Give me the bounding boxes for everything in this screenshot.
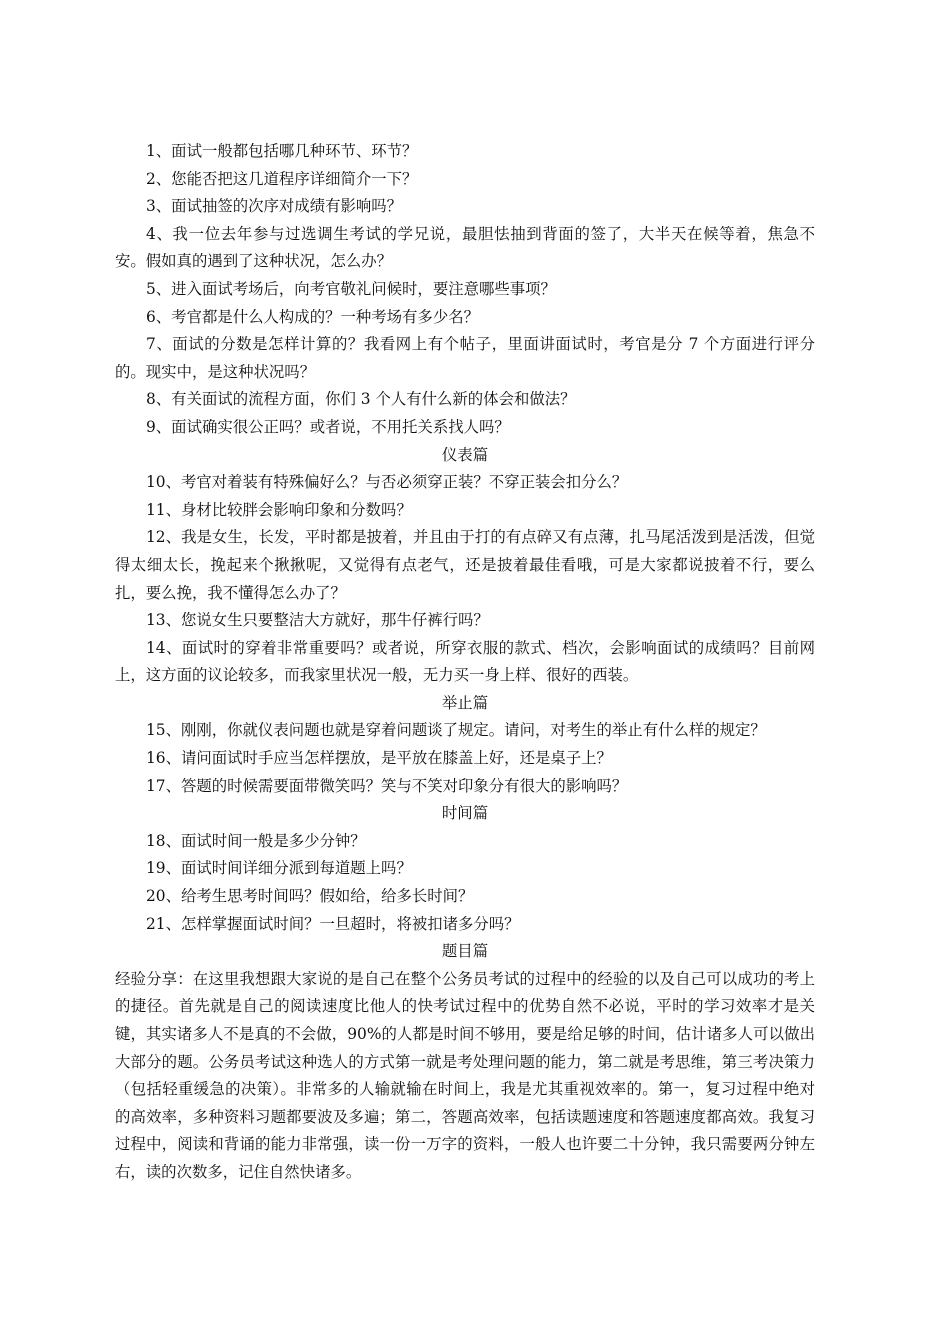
section-heading-appearance: 仪表篇 bbox=[441, 445, 489, 464]
section-heading-time: 时间篇 bbox=[441, 804, 489, 823]
question-11: 11、身材比较胖会影响印象和分数吗？ bbox=[146, 500, 412, 519]
question-3: 3、面试抽签的次序对成绩有影响吗？ bbox=[146, 197, 403, 216]
question-12: 12、我是女生，长发，平时都是披着，并且由于打的有点碎又有点薄，扎马尾活泼到是活泼，但觉得太细太长，挽起来个揪揪呢，又觉得有点老气，还是披着最佳看哦，可是大家都说披着不行，要么扎，要么挽，我不懂得怎么办了？ bbox=[115, 528, 815, 602]
question-8: 8、有关面试的流程方面，你们 3 个人有什么新的体会和做法？ bbox=[146, 390, 576, 409]
question-9: 9、面试确实很公正吗？或者说，不用托关系找人吗？ bbox=[146, 417, 510, 436]
question-14: 14、面试时的穿着非常重要吗？或者说，所穿衣服的款式、档次，会影响面试的成绩吗？目前网上，这方面的议论较多，而我家里状况一般，无力买一身上样、很好的西装。 bbox=[115, 638, 815, 685]
question-1: 1、面试一般都包括哪几种环节、环节？ bbox=[146, 142, 418, 160]
question-6: 6、考官都是什么人构成的？一种考场有多少名？ bbox=[146, 307, 479, 326]
question-13: 13、您说女生只要整洁大方就好，那牛仔裤行吗？ bbox=[146, 611, 489, 630]
experience-paragraph: 经验分享：在这里我想跟大家说的是自己在整个公务员考试的过程中的经验的以及自己可以成功的考上的捷径。首先就是自己的阅读速度比他人的快考试过程中的优势自然不必说，平时的学习效率才是关键，其实诸多人不是真的不会做，90%的人都是时间不够用，要是给足够的时间，估计诸多人可以做出大部分的题。公务员考试这种选人的方式第一就是考处理问题的能力，第二就是考思维，第三考决策力（包括轻重缓急的决策）。非常多的人输就输在时间上，我是尤其重视效率的。第一，复习过程中绝对的高效率，多种资料习题都要波及多遍；第二，答题高效率，包括读题速度和答题速度都高效。我复习过程中，阅读和背诵的能力非常强，读一份一万字的资料，一般人也许要二十分钟，我只需要两分钟左右，读的次数多，记住自然快诸多。 bbox=[115, 969, 815, 1181]
question-16: 16、请问面试时手应当怎样摆放，是平放在膝盖上好，还是桌子上？ bbox=[146, 749, 612, 768]
question-18: 18、面试时间一般是多少分钟？ bbox=[146, 831, 366, 850]
question-5: 5、进入面试考场后，向考官敬礼问候时，要注意哪些事项？ bbox=[146, 279, 556, 298]
question-2: 2、您能否把这几道程序详细简介一下？ bbox=[146, 169, 418, 188]
question-20: 20、给考生思考时间吗？假如给，给多长时间？ bbox=[146, 887, 474, 906]
question-7: 7、面试的分数是怎样计算的？我看网上有个帖子，里面讲面试时，考官是分 7 个方面进行评分的。现实中，是这种状况吗？ bbox=[115, 335, 815, 381]
question-10: 10、考官对着装有特殊偏好么？与否必须穿正装？不穿正装会扣分么？ bbox=[146, 473, 628, 492]
question-17: 17、答题的时候需要面带微笑吗？笑与不笑对印象分有很大的影响吗？ bbox=[146, 776, 628, 795]
document-page bbox=[115, 138, 815, 1187]
question-21: 21、怎样掌握面试时间？一旦超时，将被扣诸多分吗？ bbox=[146, 914, 520, 933]
section-heading-behavior: 举止篇 bbox=[441, 693, 489, 712]
question-19: 19、面试时间详细分派到每道题上吗？ bbox=[146, 859, 412, 878]
question-4: 4、我一位去年参与过选调生考试的学兄说，最胆怯抽到背面的签了，大半天在候等着，焦急不安。假如真的遇到了这种状况，怎么办？ bbox=[115, 224, 815, 271]
section-heading-topic: 题目篇 bbox=[441, 942, 489, 961]
question-15: 15、刚刚，你就仪表问题也就是穿着问题谈了规定。请问，对考生的举止有什么样的规定？ bbox=[146, 721, 766, 740]
